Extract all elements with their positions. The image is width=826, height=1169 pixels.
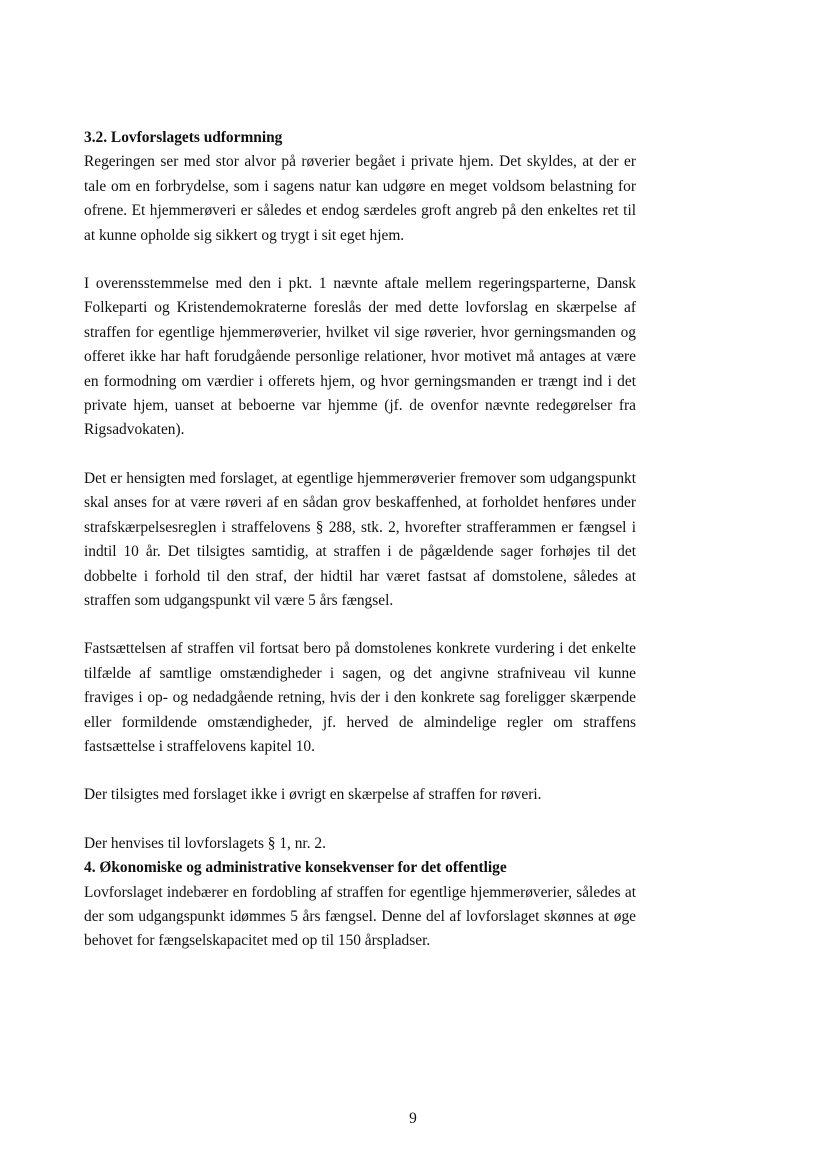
paragraph: Lovforslaget indebærer en fordobling af straffen for egentlige hjemmerøverier, således at der som udgangspunkt idømmes 5 års fængsel. Denne del af lovforslaget skønnes at øge behovet for fængselskapacitet med op til 150 årspladser. — [84, 883, 636, 950]
section-3-2-heading: 3.2. Lovforslagets udformning — [84, 129, 283, 146]
paragraph: Der henvises til lovforslagets § 1, nr. 2. — [84, 834, 326, 852]
paragraph: Der tilsigtes med forslaget ikke i øvrigt en skærpelse af straffen for røveri. — [84, 786, 542, 804]
section-4-heading: 4. Økonomiske og administrative konsekvenser for det offentlige — [84, 859, 507, 877]
page-number: 9 — [409, 1110, 417, 1127]
paragraph: I overensstemmelse med den i pkt. 1 nævnte aftale mellem regeringsparterne, Dansk Folkeparti og Kristendemokraterne foreslås der med dette lovforslag en skærpelse af straffen for egentlige hjemmerøverier, hvilket vil sige røverier, hvor gerningsmanden og offeret ikke har haft forudgående personlige relationer, hvor motivet må antages at være en formodning om værdier i offerets hjem, og hvor gerningsmanden er trængt ind i det private hjem, uanset at beboerne var hjemme (jf. de ovenfor nævnte redegørelser fra Rigsadvokaten). — [84, 275, 636, 439]
paragraph: Fastsættelsen af straffen vil fortsat bero på domstolenes konkrete vurdering i det enkelte tilfælde af samtlige omstændigheder i sagen, og det angivne strafniveau vil kunne fraviges i op- og nedadgående retning, hvis der i den konkrete sag foreligger skærpende eller formildende omstændigheder, jf. herved de almindelige regler om straffens fastsættelse i straffelovens kapitel 10. — [84, 640, 636, 755]
paragraph: Regeringen ser med stor alvor på røverier begået i private hjem. Det skyldes, at der er tale om en forbrydelse, som i sagens natur kan udgøre en meget voldsom belastning for ofrene. Et hjemmerøveri er således et endog særdeles groft angreb på den enkeltes ret til at kunne opholde sig sikkert og trygt i sit eget hjem. — [84, 153, 636, 244]
page-content — [84, 126, 636, 978]
paragraph: Det er hensigten med forslaget, at egentlige hjemmerøverier fremover som udgangspunkt skal anses for at være røveri af en sådan grov beskaffenhed, at forholdet henføres under strafskærpelsesreglen i straffelovens § 288, stk. 2, hvorefter strafferammen er fængsel i indtil 10 år. Det tilsigtes samtidig, at straffen i de pågældende sager forhøjes til det dobbelte i forhold til den straf, der hidtil har været fastsat af domstolene, således at straffen som udgangspunkt vil være 5 års fængsel. — [84, 469, 636, 609]
